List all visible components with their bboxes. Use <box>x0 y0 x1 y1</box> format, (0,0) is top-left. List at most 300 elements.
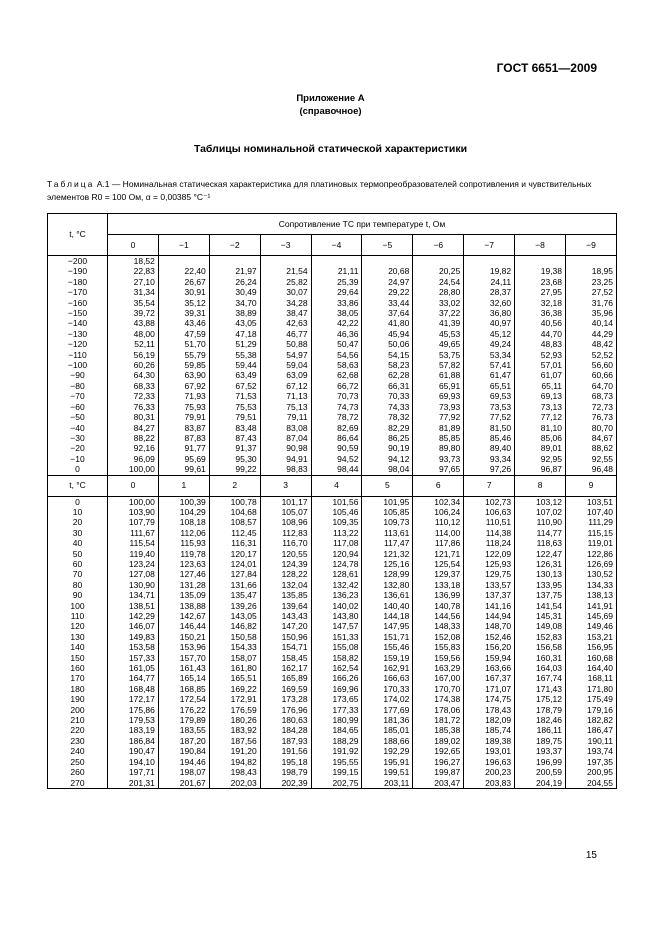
table-row <box>48 256 617 267</box>
temperature-cell: −30 <box>48 433 108 443</box>
resistance-cell: 52,52 <box>566 350 617 360</box>
resistance-cell: 59,04 <box>260 360 311 370</box>
resistance-cell: 167,37 <box>464 673 515 683</box>
resistance-cell: 142,67 <box>158 611 209 621</box>
resistance-cell: 85,06 <box>515 433 566 443</box>
resistance-cell: 30,07 <box>260 287 311 297</box>
resistance-table <box>47 213 617 789</box>
temperature-cell: 110 <box>48 611 108 621</box>
resistance-cell: 191,92 <box>311 746 362 756</box>
resistance-cell: 46,36 <box>311 329 362 339</box>
resistance-cell: 55,79 <box>158 350 209 360</box>
resistance-cell: 94,52 <box>311 454 362 464</box>
resistance-cell: 82,29 <box>362 423 413 433</box>
temperature-cell: −140 <box>48 318 108 328</box>
resistance-cell: 124,78 <box>311 559 362 569</box>
resistance-cell: 80,70 <box>566 423 617 433</box>
resistance-cell: 62,28 <box>362 370 413 380</box>
resistance-cell: 31,34 <box>108 287 159 297</box>
resistance-cell: 194,10 <box>108 757 159 767</box>
temperature-cell: −190 <box>48 266 108 276</box>
resistance-cell: 95,30 <box>209 454 260 464</box>
resistance-cell: 165,14 <box>158 673 209 683</box>
resistance-cell: 160,68 <box>566 653 617 663</box>
resistance-cell: 113,61 <box>362 528 413 538</box>
temperature-cell: −200 <box>48 256 108 267</box>
resistance-cell: 43,05 <box>209 318 260 328</box>
resistance-cell: 181,72 <box>413 715 464 725</box>
document-code: ГОСТ 6651—2009 <box>496 61 597 75</box>
resistance-cell: 146,44 <box>158 621 209 631</box>
resistance-cell: 198,43 <box>209 767 260 777</box>
resistance-cell: 137,37 <box>464 590 515 600</box>
resistance-cell: 170,33 <box>362 684 413 694</box>
column-header: 6 <box>413 475 464 496</box>
resistance-cell: 48,42 <box>566 339 617 349</box>
resistance-cell: 19,82 <box>464 266 515 276</box>
resistance-cell <box>515 256 566 267</box>
temperature-cell: 80 <box>48 580 108 590</box>
resistance-cell: 41,39 <box>413 318 464 328</box>
resistance-cell: 125,54 <box>413 559 464 569</box>
resistance-cell: 157,33 <box>108 653 159 663</box>
resistance-cell: 144,18 <box>362 611 413 621</box>
resistance-cell: 109,35 <box>311 517 362 527</box>
resistance-cell: 203,11 <box>362 778 413 789</box>
resistance-cell: 190,84 <box>158 746 209 756</box>
table-row <box>48 287 617 297</box>
temperature-cell: 120 <box>48 621 108 631</box>
resistance-cell: 182,82 <box>566 715 617 725</box>
resistance-cell: 173,28 <box>260 694 311 704</box>
resistance-cell: 176,22 <box>158 705 209 715</box>
column-header: 3 <box>260 475 311 496</box>
resistance-cell: 168,85 <box>158 684 209 694</box>
resistance-cell: 85,85 <box>413 433 464 443</box>
resistance-cell: 203,83 <box>464 778 515 789</box>
resistance-cell: 172,91 <box>209 694 260 704</box>
resistance-cell: 110,12 <box>413 517 464 527</box>
resistance-cell: 147,20 <box>260 621 311 631</box>
table-row <box>48 694 617 704</box>
temperature-cell: 20 <box>48 517 108 527</box>
resistance-cell: 172,17 <box>108 694 159 704</box>
resistance-cell: 60,66 <box>566 370 617 380</box>
resistance-cell: 184,65 <box>311 725 362 735</box>
temperature-cell: 30 <box>48 528 108 538</box>
resistance-cell: 105,46 <box>311 507 362 517</box>
resistance-cell: 168,11 <box>566 673 617 683</box>
resistance-cell: 196,99 <box>515 757 566 767</box>
resistance-cell: 38,47 <box>260 308 311 318</box>
resistance-cell: 182,09 <box>464 715 515 725</box>
resistance-cell: 67,92 <box>158 381 209 391</box>
column-header: 4 <box>311 475 362 496</box>
table-row <box>48 757 617 767</box>
resistance-cell: 151,33 <box>311 632 362 642</box>
table-row <box>48 329 617 339</box>
resistance-cell <box>209 256 260 267</box>
resistance-cell: 200,59 <box>515 767 566 777</box>
resistance-cell: 172,54 <box>158 694 209 704</box>
resistance-cell: 87,43 <box>209 433 260 443</box>
table-row <box>48 412 617 422</box>
resistance-cell: 31,76 <box>566 298 617 308</box>
resistance-cell: 153,58 <box>108 642 159 652</box>
resistance-cell: 127,08 <box>108 569 159 579</box>
temperature-cell: 60 <box>48 559 108 569</box>
resistance-cell: 116,70 <box>260 538 311 548</box>
table-row <box>48 464 617 475</box>
resistance-cell: 170,70 <box>413 684 464 694</box>
resistance-cell: 139,26 <box>209 601 260 611</box>
positive-column-header-row <box>48 475 617 496</box>
temperature-cell: −80 <box>48 381 108 391</box>
resistance-cell <box>362 256 413 267</box>
table-row <box>48 360 617 370</box>
resistance-cell: 140,78 <box>413 601 464 611</box>
resistance-cell: 92,95 <box>515 454 566 464</box>
table-row <box>48 590 617 600</box>
resistance-cell: 144,56 <box>413 611 464 621</box>
resistance-cell: 115,15 <box>566 528 617 538</box>
resistance-cell: 58,23 <box>362 360 413 370</box>
temperature-cell: 140 <box>48 642 108 652</box>
column-header: −8 <box>515 235 566 256</box>
resistance-cell: 190,11 <box>566 736 617 746</box>
resistance-cell: 104,29 <box>158 507 209 517</box>
resistance-cell: 171,80 <box>566 684 617 694</box>
resistance-cell: 132,80 <box>362 580 413 590</box>
resistance-cell: 196,27 <box>413 757 464 767</box>
resistance-cell: 140,40 <box>362 601 413 611</box>
resistance-cell: 103,51 <box>566 496 617 507</box>
resistance-cell: 23,68 <box>515 277 566 287</box>
annex-type: (справочное) <box>299 106 362 117</box>
resistance-cell: 42,22 <box>311 318 362 328</box>
resistance-cell: 162,17 <box>260 663 311 673</box>
resistance-cell: 98,44 <box>311 464 362 475</box>
table-row <box>48 632 617 642</box>
resistance-cell: 35,54 <box>108 298 159 308</box>
resistance-cell: 19,38 <box>515 266 566 276</box>
resistance-cell: 21,97 <box>209 266 260 276</box>
column-header: 5 <box>362 475 413 496</box>
resistance-cell: 77,12 <box>515 412 566 422</box>
resistance-cell: 152,08 <box>413 632 464 642</box>
column-header: 0 <box>108 475 159 496</box>
resistance-cell: 60,26 <box>108 360 159 370</box>
table-row <box>48 507 617 517</box>
temperature-cell: −100 <box>48 360 108 370</box>
resistance-cell: 48,00 <box>108 329 159 339</box>
table-row <box>48 767 617 777</box>
resistance-cell: 146,07 <box>108 621 159 631</box>
resistance-cell: 71,53 <box>209 391 260 401</box>
table-row <box>48 454 617 464</box>
resistance-cell: 76,73 <box>566 412 617 422</box>
resistance-cell: 187,93 <box>260 736 311 746</box>
resistance-cell: 59,44 <box>209 360 260 370</box>
resistance-cell: 18,95 <box>566 266 617 276</box>
resistance-cell: 21,11 <box>311 266 362 276</box>
resistance-cell: 39,72 <box>108 308 159 318</box>
column-header: 0 <box>108 235 159 256</box>
resistance-cell: 95,69 <box>158 454 209 464</box>
temperature-cell: 40 <box>48 538 108 548</box>
resistance-cell: 18,52 <box>108 256 159 267</box>
resistance-cell: 115,54 <box>108 538 159 548</box>
resistance-cell: 85,46 <box>464 433 515 443</box>
table-row <box>48 277 617 287</box>
resistance-cell: 119,40 <box>108 549 159 559</box>
resistance-cell: 53,75 <box>413 350 464 360</box>
resistance-cell: 133,95 <box>515 580 566 590</box>
resistance-cell: 96,09 <box>108 454 159 464</box>
resistance-cell: 164,77 <box>108 673 159 683</box>
temperature-cell: −40 <box>48 423 108 433</box>
table-row <box>48 266 617 276</box>
resistance-cell: 192,29 <box>362 746 413 756</box>
temperature-cell: 150 <box>48 653 108 663</box>
temperature-cell: 260 <box>48 767 108 777</box>
resistance-cell: 136,99 <box>413 590 464 600</box>
resistance-cell: 37,64 <box>362 308 413 318</box>
resistance-cell: 54,56 <box>311 350 362 360</box>
resistance-cell: 48,83 <box>515 339 566 349</box>
resistance-cell: 197,35 <box>566 757 617 767</box>
resistance-cell: 45,12 <box>464 329 515 339</box>
resistance-cell: 156,95 <box>566 642 617 652</box>
resistance-cell: 25,82 <box>260 277 311 287</box>
resistance-cell: 201,67 <box>158 778 209 789</box>
resistance-cell: 66,72 <box>311 381 362 391</box>
resistance-cell: 181,36 <box>362 715 413 725</box>
column-header: 7 <box>464 475 515 496</box>
resistance-cell: 57,01 <box>515 360 566 370</box>
resistance-cell: 183,55 <box>158 725 209 735</box>
resistance-cell: 43,46 <box>158 318 209 328</box>
resistance-cell: 88,22 <box>108 433 159 443</box>
resistance-cell: 114,38 <box>464 528 515 538</box>
resistance-cell: 39,31 <box>158 308 209 318</box>
resistance-cell: 40,14 <box>566 318 617 328</box>
resistance-cell: 192,65 <box>413 746 464 756</box>
resistance-cell: 132,42 <box>311 580 362 590</box>
resistance-cell: 199,15 <box>311 767 362 777</box>
resistance-cell: 45,94 <box>362 329 413 339</box>
resistance-cell: 57,82 <box>413 360 464 370</box>
resistance-cell: 62,68 <box>311 370 362 380</box>
resistance-cell: 73,13 <box>515 402 566 412</box>
resistance-cell: 100,00 <box>108 496 159 507</box>
resistance-cell: 120,94 <box>311 549 362 559</box>
resistance-cell: 99,22 <box>209 464 260 475</box>
resistance-cell: 132,04 <box>260 580 311 590</box>
temperature-cell: 100 <box>48 601 108 611</box>
resistance-cell: 183,19 <box>108 725 159 735</box>
resistance-cell: 133,18 <box>413 580 464 590</box>
resistance-cell: 127,84 <box>209 569 260 579</box>
resistance-cell: 195,55 <box>311 757 362 767</box>
resistance-cell: 56,60 <box>566 360 617 370</box>
resistance-cell: 156,20 <box>464 642 515 652</box>
resistance-cell: 68,33 <box>108 381 159 391</box>
resistance-cell: 20,68 <box>362 266 413 276</box>
temperature-cell: 200 <box>48 705 108 715</box>
resistance-cell: 37,22 <box>413 308 464 318</box>
resistance-cell: 103,12 <box>515 496 566 507</box>
column-header: −7 <box>464 235 515 256</box>
temperature-cell: −160 <box>48 298 108 308</box>
resistance-cell: 141,91 <box>566 601 617 611</box>
table-row <box>48 725 617 735</box>
resistance-cell: 33,44 <box>362 298 413 308</box>
resistance-cell: 72,73 <box>566 402 617 412</box>
resistance-cell: 113,22 <box>311 528 362 538</box>
resistance-cell: 66,31 <box>362 381 413 391</box>
resistance-cell: 189,38 <box>464 736 515 746</box>
resistance-cell: 163,29 <box>413 663 464 673</box>
resistance-cell <box>413 256 464 267</box>
resistance-cell: 124,39 <box>260 559 311 569</box>
resistance-cell: 110,51 <box>464 517 515 527</box>
temperature-cell: 0 <box>48 464 108 475</box>
resistance-cell: 102,34 <box>413 496 464 507</box>
resistance-cell: 140,02 <box>311 601 362 611</box>
resistance-cell: 186,11 <box>515 725 566 735</box>
resistance-cell: 100,78 <box>209 496 260 507</box>
resistance-cell: 65,51 <box>464 381 515 391</box>
resistance-cell: 128,99 <box>362 569 413 579</box>
resistance-cell: 190,47 <box>108 746 159 756</box>
resistance-cell: 47,59 <box>158 329 209 339</box>
table-row <box>48 298 617 308</box>
resistance-cell: 49,24 <box>464 339 515 349</box>
resistance-cell: 148,33 <box>413 621 464 631</box>
resistance-cell: 67,12 <box>260 381 311 391</box>
resistance-cell: 93,34 <box>464 454 515 464</box>
column-header: 8 <box>515 475 566 496</box>
section-title: Таблицы номинальной статической характеристики <box>193 143 468 155</box>
resistance-cell: 81,89 <box>413 423 464 433</box>
resistance-cell <box>158 256 209 267</box>
resistance-cell: 84,67 <box>566 433 617 443</box>
resistance-cell: 175,12 <box>515 694 566 704</box>
resistance-cell: 54,97 <box>260 350 311 360</box>
resistance-cell: 127,46 <box>158 569 209 579</box>
resistance-cell: 199,51 <box>362 767 413 777</box>
resistance-cell: 91,77 <box>158 443 209 453</box>
resistance-cell: 79,91 <box>158 412 209 422</box>
resistance-cell: 159,56 <box>413 653 464 663</box>
resistance-cell: 199,87 <box>413 767 464 777</box>
resistance-cell: 45,53 <box>413 329 464 339</box>
resistance-cell: 52,11 <box>108 339 159 349</box>
annex-label: Приложение А <box>296 93 365 104</box>
resistance-cell: 107,79 <box>108 517 159 527</box>
resistance-cell: 73,93 <box>413 402 464 412</box>
resistance-cell: 27,95 <box>515 287 566 297</box>
resistance-cell: 200,95 <box>566 767 617 777</box>
resistance-cell: 130,52 <box>566 569 617 579</box>
resistance-cell: 63,09 <box>260 370 311 380</box>
resistance-cell: 176,96 <box>260 705 311 715</box>
resistance-cell: 201,31 <box>108 778 159 789</box>
temperature-cell: 230 <box>48 736 108 746</box>
column-header: −3 <box>260 235 311 256</box>
resistance-cell: 75,93 <box>158 402 209 412</box>
resistance-cell: 188,29 <box>311 736 362 746</box>
column-header: −2 <box>209 235 260 256</box>
temperature-cell: 10 <box>48 507 108 517</box>
resistance-cell: 77,52 <box>464 412 515 422</box>
resistance-cell: 101,95 <box>362 496 413 507</box>
resistance-cell: 51,29 <box>209 339 260 349</box>
resistance-cell: 191,56 <box>260 746 311 756</box>
resistance-cell: 44,29 <box>566 329 617 339</box>
resistance-cell: 26,67 <box>158 277 209 287</box>
resistance-cell: 149,83 <box>108 632 159 642</box>
temperature-cell: −120 <box>48 339 108 349</box>
resistance-cell: 70,73 <box>311 391 362 401</box>
resistance-cell: 92,55 <box>566 454 617 464</box>
resistance-cell: 110,90 <box>515 517 566 527</box>
resistance-cell: 135,85 <box>260 590 311 600</box>
resistance-cell: 130,90 <box>108 580 159 590</box>
resistance-cell: 197,71 <box>108 767 159 777</box>
resistance-cell: 174,38 <box>413 694 464 704</box>
column-header: −4 <box>311 235 362 256</box>
temperature-cell: −170 <box>48 287 108 297</box>
resistance-cell: 40,56 <box>515 318 566 328</box>
resistance-cell: 108,18 <box>158 517 209 527</box>
resistance-cell: 49,65 <box>413 339 464 349</box>
table-row <box>48 391 617 401</box>
resistance-cell: 98,04 <box>362 464 413 475</box>
resistance-cell: 177,33 <box>311 705 362 715</box>
resistance-cell: 120,17 <box>209 549 260 559</box>
table-row <box>48 381 617 391</box>
resistance-cell: 108,96 <box>260 517 311 527</box>
resistance-cell: 154,71 <box>260 642 311 652</box>
resistance-cell: 28,80 <box>413 287 464 297</box>
resistance-cell: 143,80 <box>311 611 362 621</box>
resistance-cell: 91,37 <box>209 443 260 453</box>
resistance-cell: 20,25 <box>413 266 464 276</box>
resistance-cell: 84,27 <box>108 423 159 433</box>
resistance-cell: 186,47 <box>566 725 617 735</box>
resistance-cell: 107,40 <box>566 507 617 517</box>
temperature-cell: 180 <box>48 684 108 694</box>
resistance-cell: 69,53 <box>464 391 515 401</box>
resistance-cell <box>311 256 362 267</box>
resistance-cell: 80,31 <box>108 412 159 422</box>
resistance-cell: 121,32 <box>362 549 413 559</box>
resistance-cell: 109,73 <box>362 517 413 527</box>
resistance-cell: 149,46 <box>566 621 617 631</box>
resistance-cell: 118,63 <box>515 538 566 548</box>
resistance-cell: 36,80 <box>464 308 515 318</box>
resistance-cell: 71,93 <box>158 391 209 401</box>
resistance-cell <box>260 256 311 267</box>
resistance-cell: 86,64 <box>311 433 362 443</box>
resistance-cell: 50,88 <box>260 339 311 349</box>
resistance-cell: 34,28 <box>260 298 311 308</box>
table-row <box>48 318 617 328</box>
resistance-cell: 164,03 <box>515 663 566 673</box>
resistance-cell: 125,16 <box>362 559 413 569</box>
